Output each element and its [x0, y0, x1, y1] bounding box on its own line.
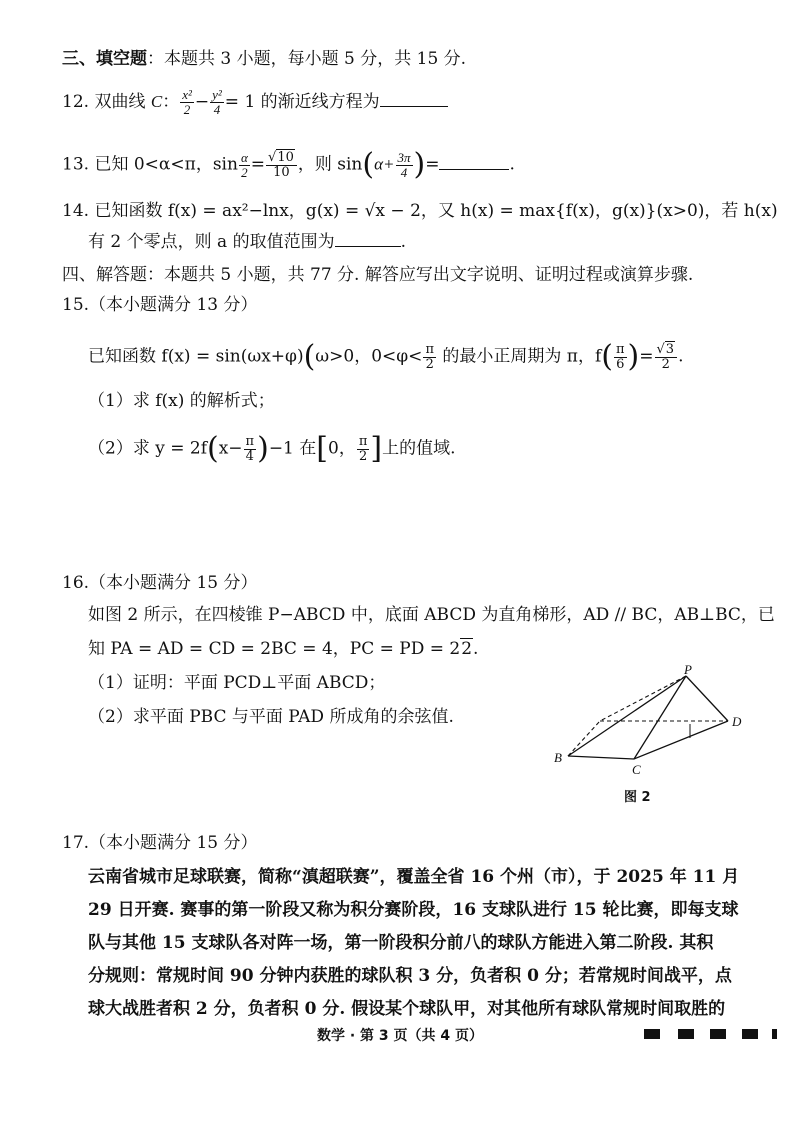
q13-sqrt10: 10 [277, 149, 294, 165]
q13-3pi: 3π [397, 149, 411, 165]
q12-y2: y² [212, 87, 222, 102]
q13-eq: = [250, 154, 266, 175]
q15-two: 2 [425, 356, 434, 372]
q15-eq: = [639, 346, 654, 367]
q15-p2-paren-open: ( [206, 431, 219, 466]
q12-colon: ： [162, 92, 180, 112]
section-3-heading [62, 48, 466, 70]
question-16-header [62, 572, 257, 594]
q15-part2-b: x− [218, 438, 243, 459]
q12-x2: x² [182, 87, 192, 102]
scan-mark [742, 1029, 758, 1039]
edge-ab [568, 721, 600, 756]
q17-number: 17.（本小题满分 15 分） [62, 833, 258, 853]
q15-bracket-open: [ [316, 431, 328, 466]
q15-pi: π [425, 341, 434, 357]
edge-cd [634, 721, 728, 759]
q15-part2-a: （2）求 y = 2f [88, 438, 207, 459]
question-13: 13. 已知 0<α<π，sin $\frac{\alpha}{2}$ = $\frac{√10}{10}$ ，则 sin(α+ $\frac{3\pi}{4}$ )= . [62, 147, 515, 182]
q13-answer-blank[interactable] [439, 155, 509, 170]
q12-two: 2 [183, 102, 191, 117]
q15-frac-pi2 [423, 343, 436, 372]
q13-paren-open: ( [362, 147, 375, 182]
question-15-part-1 [88, 390, 275, 412]
q15-paren2-open: ( [601, 339, 613, 374]
question-15-header [62, 294, 257, 316]
edge-pa [600, 676, 686, 721]
q14-answer-blank[interactable] [335, 232, 401, 247]
page-footer: 数学 · 第 3 页（共 4 页） [316, 1028, 484, 1044]
q16-sqrt2: 2 [461, 639, 473, 659]
section-3-title: 三、填空题 [62, 49, 147, 69]
q15-frac-root3 [655, 343, 678, 372]
q15-sqrt3: 3 [665, 341, 675, 357]
q12-answer-blank[interactable] [380, 92, 448, 107]
question-14-line-1 [62, 200, 778, 222]
q15-two-c: 2 [358, 448, 368, 464]
label-c: C [632, 762, 641, 777]
question-12: 12. 双曲线 C： $\frac{\text{x²}}{2}$ − $\frac{\text{y²}}{4}$ = 1 的渐近线方程为 [62, 88, 448, 117]
question-15-part-2 [88, 431, 456, 466]
q15-bracket-close: ] [370, 431, 383, 466]
q12-four: 4 [213, 102, 221, 117]
question-17-header [62, 832, 257, 854]
q14-line1: 已知函数 f(x) = ax²−lnx，g(x) = √x − 2，又 h(x) = max{f(x)，g(x)}(x>0)，若 h(x) [94, 201, 778, 221]
q13-sqrt10-num: √10 [266, 151, 297, 166]
question-16-line-2: 知 PA = AD = CD = 2BC = 4，PC = PD = 22. [88, 639, 479, 659]
q13-pre: 已知 0<α<π，sin [94, 154, 238, 175]
q12-curve-c: C [150, 92, 163, 111]
q16-line2a: 知 PA = AD = CD = 2BC = 4，PC = PD = 2 [88, 639, 461, 659]
q14-number: 14. [62, 201, 90, 221]
q15-part2-c: −1 在 [268, 438, 317, 459]
q13-four: 4 [400, 164, 408, 180]
q15-four: 4 [245, 448, 254, 464]
q15-stem-a: 已知函数 f(x) = sin(ωx+φ) [88, 346, 304, 367]
q13-two: 2 [241, 164, 248, 180]
q13-eq2: = [425, 154, 440, 175]
edge-bc [568, 756, 634, 759]
q15-pi-d: π [358, 433, 368, 449]
question-14-line-2: 有 2 个零点，则 a 的取值范围为 . [88, 232, 406, 252]
q12-frac-y [210, 88, 224, 117]
q17-line-5: 球大战胜者积 2 分，负者积 0 分. 假设某个球队甲，对其他所有球队常规时间取胜的 [88, 999, 726, 1019]
q16-line1: 如图 2 所示，在四棱锥 P−ABCD 中，底面 ABCD 为直角梯形，AD // BC，AB⊥BC，已 [88, 605, 775, 625]
q13-number: 13. [62, 154, 90, 175]
label-b: B [554, 750, 562, 765]
q15-paren-open: ( [303, 339, 316, 374]
q15-frac-pi2-b [357, 435, 370, 464]
q14-line2: 有 2 个零点，则 a 的取值范围为 [88, 232, 335, 252]
q15-frac-pi6 [614, 343, 627, 372]
q15-pi-b: π [615, 341, 625, 357]
q13-alpha2: α+ [374, 154, 395, 174]
q17-line-1: 云南省城市足球联赛，简称“滇超联赛”，覆盖全省 16 个州（市），于 2025 年 11 月 [88, 867, 740, 887]
q15-frac-pi4 [244, 435, 257, 464]
q12-number: 12. [62, 92, 90, 112]
q15-zero: 0， [328, 438, 356, 459]
q15-paren2-close: ) [627, 339, 640, 374]
question-16-part-1 [88, 672, 385, 694]
q13-frac-alpha [239, 151, 250, 180]
scan-mark [678, 1029, 694, 1039]
q12-frac-x [180, 88, 194, 117]
q13-paren-close: ) [413, 147, 426, 182]
q13-then: ，则 sin [297, 154, 363, 175]
question-16-line-1 [88, 604, 775, 626]
section-4-heading [62, 264, 693, 286]
edge-pb [568, 676, 686, 756]
section-3-desc: ：本题共 3 小题，每小题 5 分，共 15 分. [147, 49, 467, 69]
edge-pd [686, 676, 728, 721]
q13-frac-root [266, 151, 297, 180]
q15-part1: （1）求 f(x) 的解析式； [88, 391, 275, 411]
q12-eq1: = 1 [224, 92, 256, 112]
q12-post: 的渐近线方程为 [260, 92, 380, 112]
scan-mark [772, 1029, 777, 1039]
q13-frac-3pi [396, 151, 413, 180]
q15-six: 6 [616, 356, 625, 372]
scan-mark [710, 1029, 726, 1039]
q13-ten: 10 [273, 164, 290, 180]
q16-part2: （2）求平面 PBC 与平面 PAD 所成角的余弦值. [88, 707, 454, 727]
q15-pi-c: π [245, 433, 255, 449]
q15-stem-b: ω>0，0<φ< [315, 346, 423, 367]
scan-mark [644, 1029, 660, 1039]
q13-alpha: α [240, 149, 248, 165]
q15-p2-paren-close: ) [257, 431, 269, 466]
q17-line-4: 分规则：常规时间 90 分钟内获胜的球队积 3 分，负者积 0 分；若常规时间战平，点 [88, 966, 732, 986]
q15-sqrt3-num: √3 [655, 343, 678, 358]
q15-part2-d: 上的值域. [382, 438, 456, 459]
q16-part1: （1）证明：平面 PCD⊥平面 ABCD； [88, 673, 386, 693]
q17-line-3: 队与其他 15 支球队各对阵一场，第一阶段积分前八的球队方能进入第二阶段. 其积 [88, 933, 714, 953]
figure-2-caption: 图 2 [624, 790, 651, 805]
question-16-part-2 [88, 706, 454, 728]
label-d: D [732, 714, 742, 729]
q16-number: 16.（本小题满分 15 分） [62, 573, 258, 593]
edge-pc [634, 676, 686, 759]
figure-2-pyramid [548, 664, 758, 779]
question-15-stem: 已知函数 f(x) = sin(ωx+φ)(ω>0，0<φ< $\frac{\pi}{2}$ 的最小正周期为 π，f( $\frac{\pi}{6}$ )= $\frac{√3}{2}$ . [88, 339, 684, 374]
q15-two-b: 2 [661, 356, 670, 372]
q17-line-2: 29 日开赛. 赛事的第一阶段又称为积分赛阶段，16 支球队进行 15 轮比赛，即每支球 [88, 900, 739, 920]
q15-stem-c: 的最小正周期为 π，f [442, 346, 602, 367]
label-p: P [684, 664, 692, 677]
section-4-text: 四、解答题：本题共 5 小题，共 77 分. 解答应写出文字说明、证明过程或演算步骤. [62, 265, 694, 285]
q12-pre: 双曲线 [94, 92, 151, 112]
q15-number: 15.（本小题满分 13 分） [62, 295, 258, 315]
